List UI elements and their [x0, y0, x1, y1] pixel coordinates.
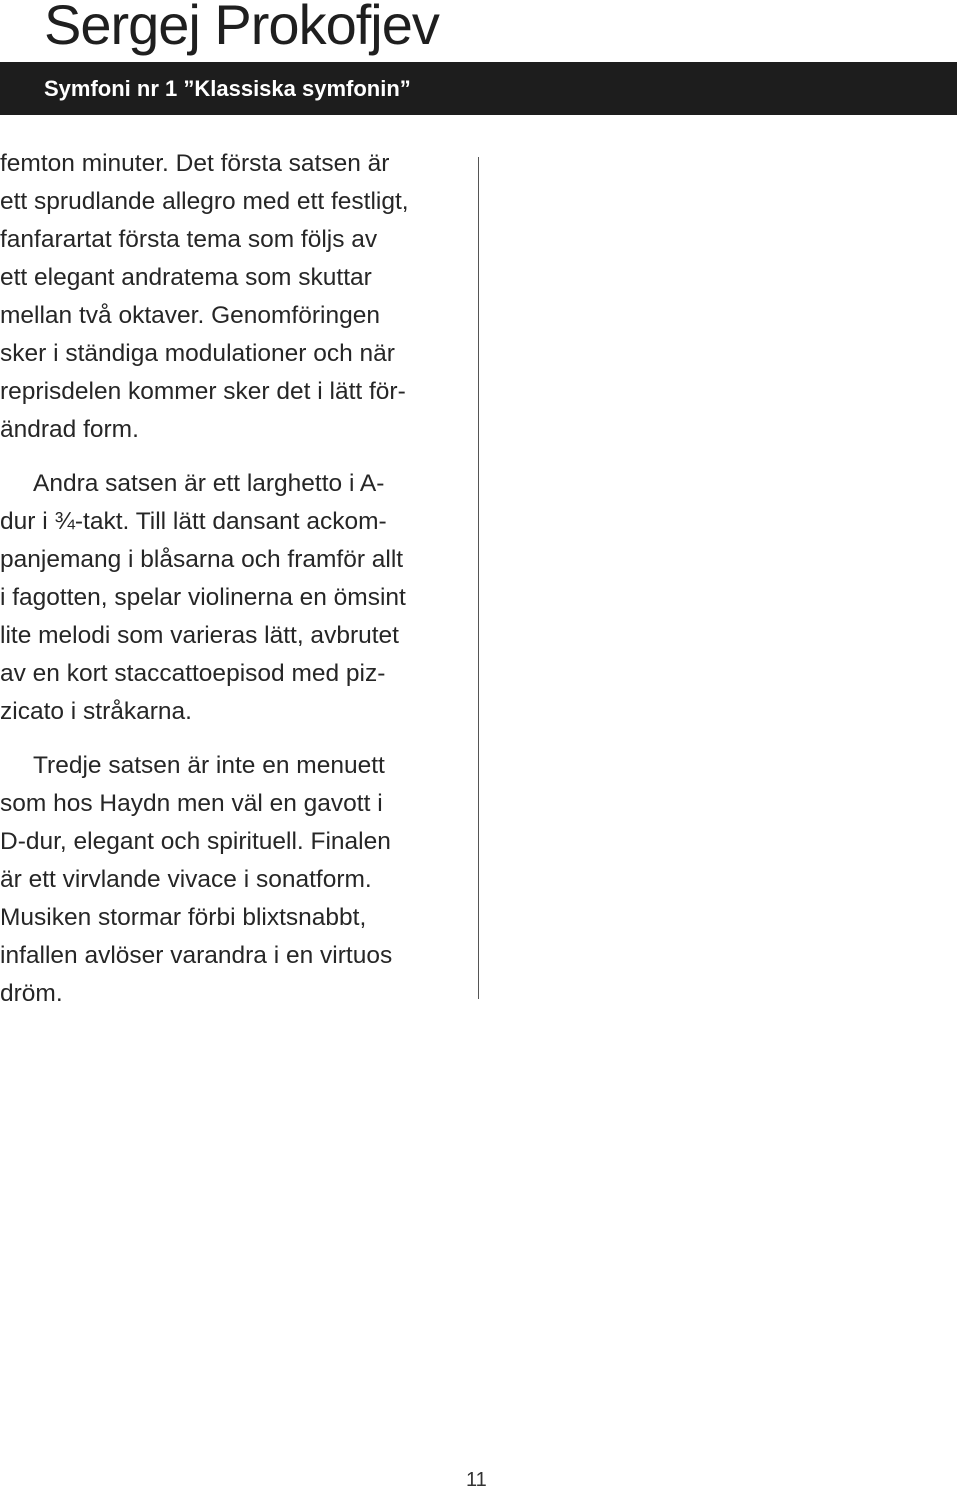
body-text-column — [0, 145, 462, 1013]
work-title: Symfoni nr 1 ”Klassiska symfonin” — [44, 76, 411, 101]
composer-name: Sergej Prokofjev — [44, 0, 439, 56]
paragraph-second-movement: Andra satsen är ett larghetto i A- dur i ¾-takt. Till lätt dansant ackom- panjemang i blåsarna och framför allt i fagotten, spelar violinerna en ömsint lite melodi som varieras lätt, avbrutet av en kort staccattoepisod med piz- zicato i stråkarna. — [0, 470, 406, 725]
work-title-bar — [0, 62, 957, 115]
column-divider — [478, 157, 479, 999]
paragraph-third-movement: Tredje satsen är inte en menuett som hos Haydn men väl en gavott i D-dur, elegant och spirituell. Finalen är ett virvlande vivace i sonatform. Musiken stormar förbi blixtsnabbt, infallen avlöser varandra i en virtuos dröm. — [0, 752, 393, 1007]
page-number: 11 — [466, 1469, 487, 1491]
paragraph-first-movement: femton minuter. Det första satsen är ett sprudlande allegro med ett festligt, fanfarartat första tema som följs av ett elegant andratema som skuttar mellan två oktaver. Genomföringen sker i ständiga modulationer och när reprisdelen kommer sker det i lätt för- ändrad form. — [0, 150, 409, 443]
